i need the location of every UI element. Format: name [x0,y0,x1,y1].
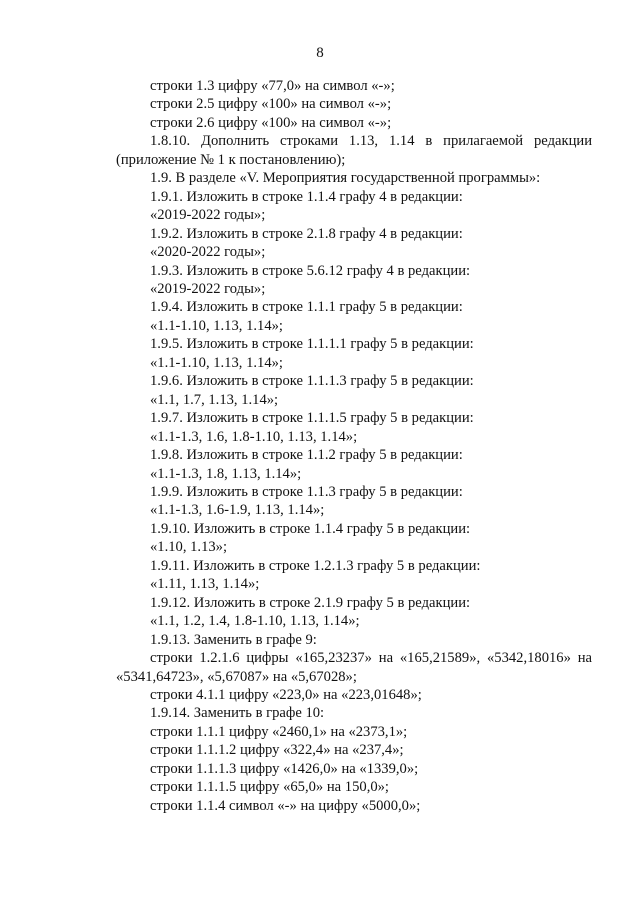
text-line: «1.10, 1.13»; [150,539,228,556]
text-line: «1.1-1.3, 1.8, 1.13, 1.14»; [150,465,302,482]
text-line: строки 1.2.1.6 цифры «165,23237» на «165,21589», «5342,18016» на [150,650,592,667]
text-line: строки 1.1.1.5 цифру «65,0» на 150,0»; [150,779,389,796]
text-line: 1.9.14. Заменить в графе 10: [150,705,325,722]
text-line: 1.9.5. Изложить в строке 1.1.1.1 графу 5 в редакции: [150,336,474,353]
text-line: строки 1.3 цифру «77,0» на символ «-»; [150,78,395,94]
text-line: 1.9.8. Изложить в строке 1.1.2 графу 5 в редакции: [150,447,463,464]
text-line: 1.9.2. Изложить в строке 2.1.8 графу 4 в редакции: [150,225,463,242]
text-line: «1.1-1.10, 1.13, 1.14»; [150,317,283,334]
text-line: строки 1.1.1 цифру «2460,1» на «2373,1»; [150,723,408,740]
text-line: строки 1.1.1.3 цифру «1426,0» на «1339,0»; [150,760,419,777]
text-line: «2019-2022 годы»; [150,280,266,297]
text-line: «1.1-1.3, 1.6, 1.8-1.10, 1.13, 1.14»; [150,428,358,445]
text-line: строки 1.1.1.2 цифру «322,4» на «237,4»; [150,742,404,759]
text-line: «2020-2022 годы»; [150,244,266,261]
text-line: строки 1.1.4 символ «-» на цифру «5000,0»; [150,797,421,814]
page-number: 8 [316,45,324,61]
text-line: 1.9.13. Заменить в графе 9: [150,631,317,648]
text-line: «5341,64723», «5,67087» на «5,67028»; [116,668,357,685]
text-line: «1.1-1.3, 1.6-1.9, 1.13, 1.14»; [150,502,325,519]
text-line: 1.9.12. Изложить в строке 2.1.9 графу 5 в редакции: [150,594,471,611]
text-line: 1.9.10. Изложить в строке 1.1.4 графу 5 в редакции: [150,520,471,537]
text-line: 1.9.4. Изложить в строке 1.1.1 графу 5 в редакции: [150,299,463,316]
text-line: строки 2.6 цифру «100» на символ «-»; [150,114,392,131]
text-line: «2019-2022 годы»; [150,207,266,224]
text-line: строки 4.1.1 цифру «223,0» на «223,01648»; [150,686,422,703]
text-line: 1.9.3. Изложить в строке 5.6.12 графу 4 в редакции: [150,262,471,279]
text-line: 1.9.11. Изложить в строке 1.2.1.3 графу 5 в редакции: [150,557,481,574]
document-body [116,77,592,815]
text-line: (приложение № 1 к постановлению); [116,151,346,168]
text-line: 1.9.1. Изложить в строке 1.1.4 графу 4 в редакции: [150,188,463,205]
text-line: 1.9.7. Изложить в строке 1.1.1.5 графу 5 в редакции: [150,410,474,427]
text-line: 1.9.6. Изложить в строке 1.1.1.3 графу 5 в редакции: [150,373,474,390]
text-line: 1.8.10. Дополнить строками 1.13, 1.14 в прилагаемой редакции [150,133,592,150]
text-line: «1.1, 1.2, 1.4, 1.8-1.10, 1.13, 1.14»; [150,613,360,630]
text-line: строки 2.5 цифру «100» на символ «-»; [150,96,392,113]
text-line: «1.11, 1.13, 1.14»; [150,576,260,593]
text-line: «1.1-1.10, 1.13, 1.14»; [150,354,283,371]
text-line: «1.1, 1.7, 1.13, 1.14»; [150,391,279,408]
text-line: 1.9. В разделе «V. Мероприятия государственной программы»: [150,170,541,187]
text-line: 1.9.9. Изложить в строке 1.1.3 графу 5 в редакции: [150,483,463,500]
